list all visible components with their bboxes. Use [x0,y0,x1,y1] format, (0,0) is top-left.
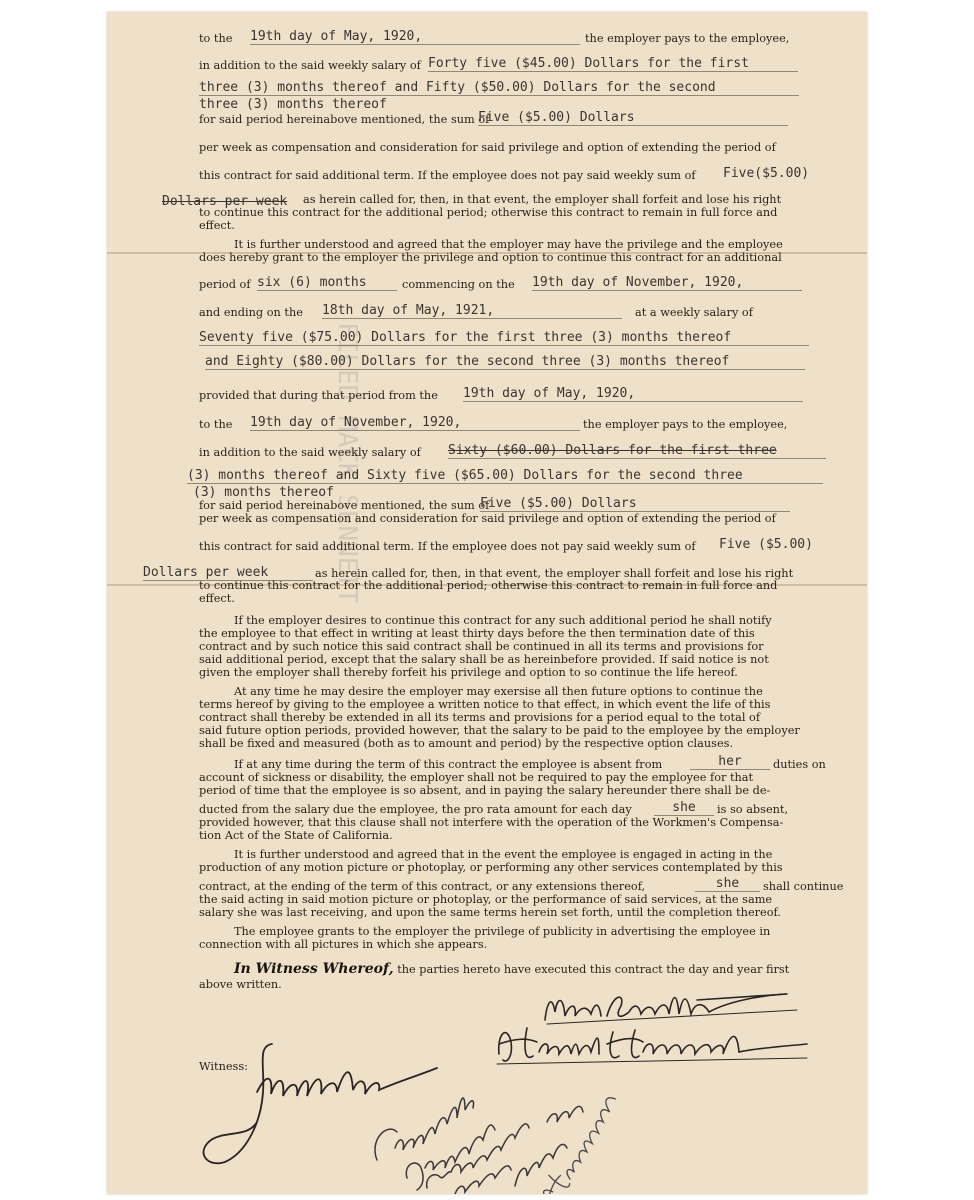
text-line: the said acting in said motion picture or photoplay, or the performance of said services, at the same [199,893,773,906]
text-line: commencing on the [402,278,515,291]
text-line: The employee grants to the employer the privilege of publicity in advertising the employee in [234,925,771,938]
text-line: per week as compensation and consideration for said privilege and option of extending the period of [199,512,776,525]
period-fill: six (6) months [257,276,397,291]
date-fill: 18th day of May, 1921, [322,304,622,319]
text-line: shall be fixed and measured (both as to amount and period) by the respective option clauses. [199,737,734,750]
pronoun-fill: she [654,801,714,816]
salary-fill: three (3) months thereof and Fifty ($50.00) Dollars for the second [199,81,799,96]
text-line: for said period hereinabove mentioned, the sum of [199,113,490,126]
contract-page [107,12,867,1194]
text-line: is so absent, [717,803,789,816]
text-line: effect. [199,219,235,232]
text-line: and ending on the [199,306,303,319]
pronoun-fill: her [690,755,770,770]
text-line: as herein called for, then, in that event, the employer shall forfeit and lose his right [315,567,794,580]
text-line: does hereby grant to the employer the privilege and option to continue this contract for an additional [199,251,782,264]
salary-fill: three (3) months thereof [199,97,387,112]
text-line: It is further understood and agreed that the employer may have the privilege and the employee [234,238,783,251]
salary-fill: Seventy five ($75.00) Dollars for the first three (3) months thereof [199,331,809,346]
text-line: terms hereof by giving to the employee a written notice to that effect, in which event the life of this [199,698,771,711]
employer-signature [545,994,797,1024]
text-line: provided however, that this clause shall not interfere with the operation of the Workmen's Compensa- [199,816,784,829]
text-line: to the [199,418,233,431]
date-fill: 19th day of November, 1920, [250,416,580,431]
dollars-per-week: Dollars per week [143,566,313,581]
text-line: said additional period, except that the salary shall be as hereinbefore provided. If said notice is not [199,653,769,666]
text-line: At any time he may desire the employer may exersise all then future options to continue the [234,685,763,698]
text-line: If at any time during the term of this contract the employee is absent from [234,758,663,771]
text-line: this contract for said additional term. If the employee does not pay said weekly sum of [199,169,696,182]
faded-stamp: FILED MACK SENNETT [332,322,362,604]
dollars-per-week: Dollars per week [162,194,288,209]
text-line: the employer pays to the employee, [583,418,788,431]
salary-fill: (3) months thereof [193,485,334,500]
text-line: provided that during that period from the [199,389,438,402]
text-line: period of time that the employee is so absent, and in paying the salary hereunder there shall be de- [199,784,771,797]
text-line: tion Act of the State of California. [199,829,393,842]
text-line: connection with all pictures in which she appears. [199,938,488,951]
text-line: production of any motion picture or photoplay, or performing any other services contemplated by this [199,861,783,874]
text-line: per week as compensation and consideration for said privilege and option of extending the period of [199,141,776,154]
text-line: above written. [199,978,282,991]
text-line: at a weekly salary of [635,306,753,319]
sum-fill: Five ($5.00) Dollars [480,497,790,512]
witness-text: the parties hereto have executed this contract the day and year first [397,963,790,976]
text-line: contract, at the ending of the term of this contract, or any extensions thereof, [199,880,646,893]
text-line: shall continue [763,880,844,893]
witness-label: Witness: [199,1060,248,1073]
cancelled-note [375,1098,583,1194]
sum-fill: Five ($5.00) Dollars [478,111,788,126]
text-line: salary she was last receiving, and upon the same terms herein set forth, until the completion thereof. [199,906,781,919]
text-line: effect. [199,592,235,605]
text-line: contract and by such notice this said contract shall be continued in all its terms and provisions for [199,640,764,653]
text-line: It is further understood and agreed that in the event the employee is engaged in acting in the [234,848,773,861]
sum-fill: Five($5.00) [723,166,810,181]
text-line: as herein called for, then, in that event, the employer shall forfeit and lose his right [303,193,782,206]
pronoun-fill: she [695,877,760,892]
witness-signature [204,1044,437,1163]
sum-fill: Five ($5.00) [719,537,813,552]
signatures-drawing [107,972,867,1194]
text-line: to the [199,32,233,45]
employee-signature [497,1028,807,1064]
text-line: contract shall thereby be extended in all its terms and provisions for a period equal to the total of [199,711,761,724]
text-line: duties on [773,758,826,771]
text-line: the employee to that effect in writing at least thirty days before the then termination date of this [199,627,755,640]
text-line: the employer pays to the employee, [585,32,790,45]
date-fill: 19th day of May, 1920, [250,30,580,45]
text-line: If the employer desires to continue this contract for any such additional period he shall notify [234,614,772,627]
text-line: to continue this contract for the additional period; otherwise this contract to remain in full force and [199,206,778,219]
date-fill: 19th day of November, 1920, [532,276,802,291]
text-line: for said period hereinabove mentioned, the sum of [199,499,490,512]
salary-fill: Forty five ($45.00) Dollars for the first [428,57,798,72]
text-line: ducted from the salary due the employee, the pro rata amount for each day [199,803,632,816]
text-line: given the employer shall thereby forfeit his privilege and option to so continue the life hereof. [199,666,738,679]
salary-fill: (3) months thereof and Sixty five ($65.00) Dollars for the second three [187,469,823,484]
text-line: period of [199,278,251,291]
text-line: to continue this contract for the additional period; otherwise this contract to remain in full force and [199,579,778,592]
witness-heading: In Witness Whereof, [234,961,394,977]
text-line: this contract for said additional term. If the employee does not pay said weekly sum of [199,540,696,553]
text-line: said future option periods, provided however, that the salary to be paid to the employee by the employer [199,724,800,737]
text-line: in addition to the said weekly salary of [199,59,421,72]
salary-fill: and Eighty ($80.00) Dollars for the second three (3) months thereof [205,355,805,370]
date-fill: 19th day of May, 1920, [463,387,803,402]
text-line: account of sickness or disability, the employer shall not be required to pay the employee for that [199,771,754,784]
salary-fill: Sixty ($60.00) Dollars for the first three [448,444,826,459]
text-line: in addition to the said weekly salary of [199,446,421,459]
